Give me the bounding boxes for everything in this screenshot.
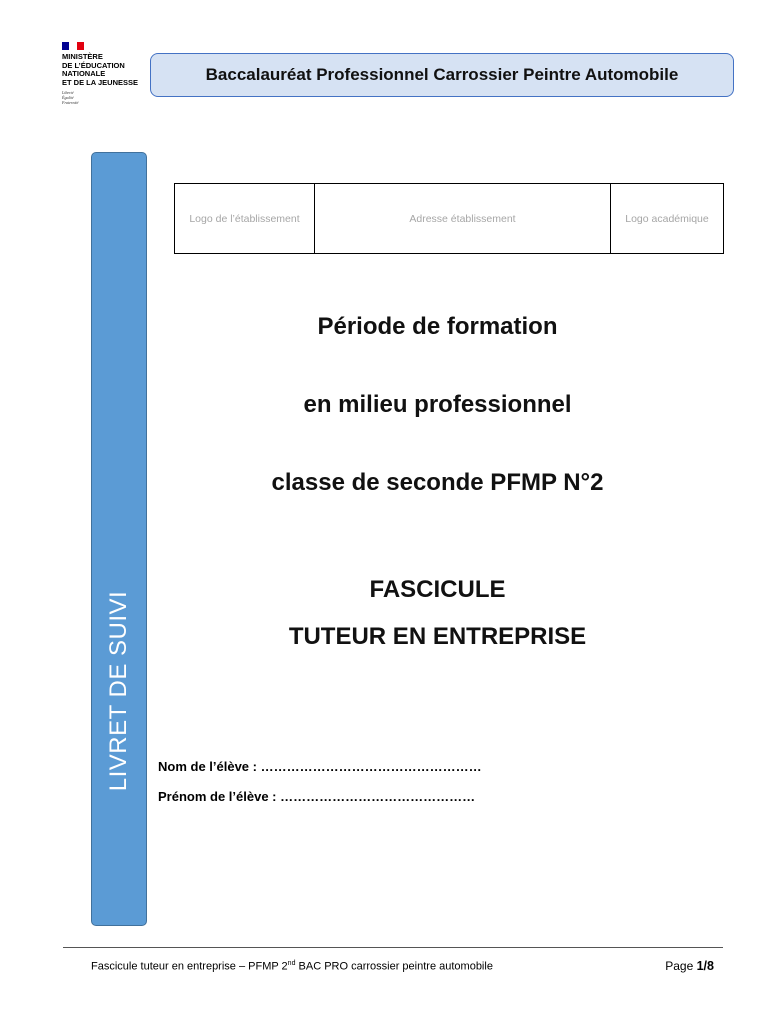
academy-logo-cell: Logo académique [611, 184, 724, 254]
school-logo-cell: Logo de l’établissement [175, 184, 315, 254]
footer-caption: Fascicule tuteur en entreprise – PFMP 2nd BAC PRO carrossier peintre automobile [91, 960, 493, 973]
student-lastname-field: Nom de l’élève : …………………………………………… [158, 759, 482, 774]
side-band [91, 152, 147, 926]
footer-divider [63, 947, 723, 948]
tutor-title: TUTEUR EN ENTREPRISE [288, 623, 587, 650]
ministry-logo [62, 42, 152, 105]
logo-table-row [175, 184, 724, 254]
ministry-name: MINISTÈRE DE L’ÉDUCATION NATIONALE ET DE LA JEUNESSE [62, 52, 138, 87]
title-line-2: en milieu professionnel [303, 391, 572, 418]
student-firstname-field: Prénom de l’élève : ……………………………………… [158, 789, 476, 804]
fascicule-title: FASCICULE [369, 576, 506, 603]
school-address-cell: Adresse établissement [315, 184, 611, 254]
republic-motto: Liberté Égalité Fraternité [62, 90, 79, 105]
french-flag-icon [62, 42, 84, 50]
logo-table [174, 183, 724, 254]
header-banner [150, 53, 734, 97]
title-line-3: classe de seconde PFMP N°2 [271, 469, 604, 496]
side-band-title: LIVRET DE SUIVI [105, 590, 132, 792]
header-title: Baccalauréat Professionnel Carrossier Peintre Automobile [205, 65, 679, 84]
title-line-1: Période de formation [317, 313, 558, 340]
page-number: Page 1/8 [665, 959, 714, 973]
